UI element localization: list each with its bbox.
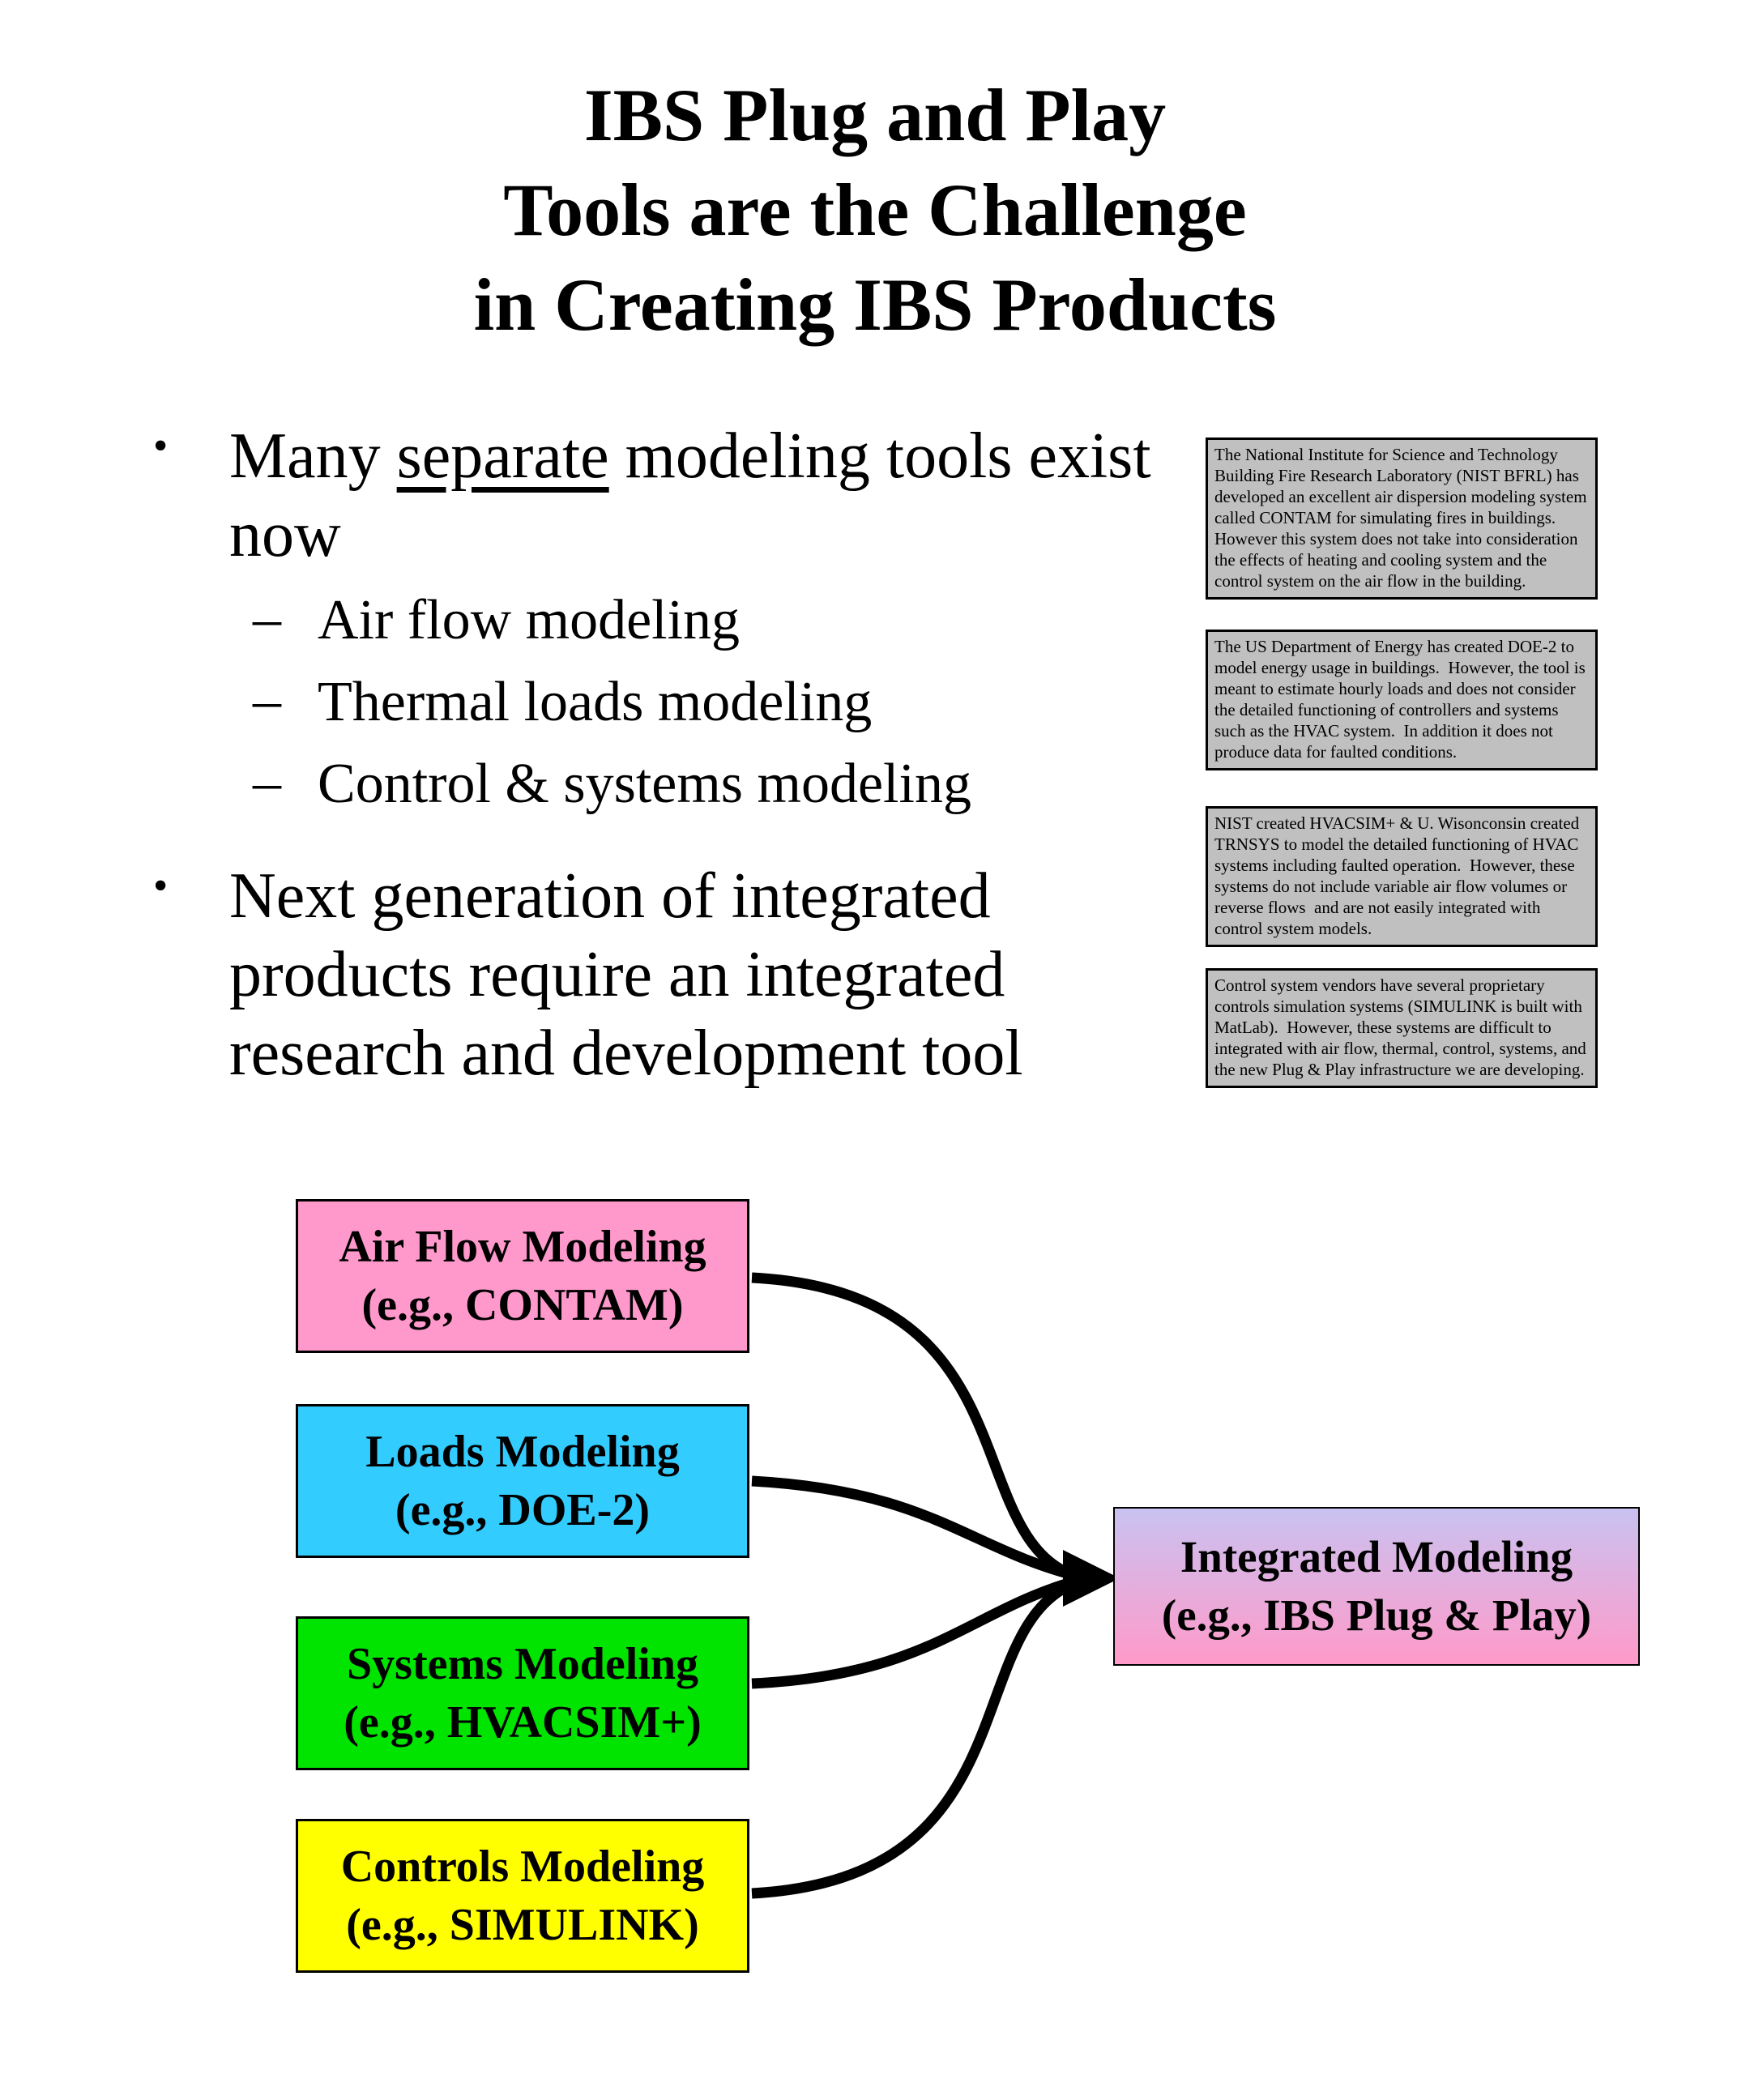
diagram-box-air-flow-line-2: (e.g., CONTAM) [361,1280,684,1330]
slide-title [0,68,1750,352]
bullet-text-post: modeling tools exist [608,420,1151,492]
bullet-icon: • [153,423,169,469]
diagram-box-controls-modeling [296,1819,749,1973]
bullet-many-tools [150,417,1203,574]
diagram-box-loads-modeling [296,1404,749,1558]
diagram-box-controls-line-2: (e.g., SIMULINK) [346,1900,699,1950]
slide-title-line-3: in Creating IBS Products [473,263,1277,346]
dash-icon: – [253,587,281,650]
bullet-next-generation-line-2: products require an integrated [229,939,1005,1010]
sub-bullet-control-systems-label: Control & systems modeling [318,753,971,815]
sub-bullet-thermal-loads-label: Thermal loads modeling [318,671,873,733]
connector-systems [752,1580,1079,1684]
sub-bullet-air-flow [253,587,1225,651]
connector-controls [752,1581,1079,1893]
bullet-text-underlined: separate [396,420,609,492]
dash-icon: – [253,751,281,813]
diagram-box-air-flow-modeling [296,1199,749,1353]
bullet-next-generation-line-3: research and development tool [229,1018,1023,1089]
bullet-text-pre: Many [229,420,397,492]
sub-bullet-air-flow-label: Air flow modeling [318,589,741,651]
bullet-next-generation-line-1: Next generation of integrated [229,860,991,932]
merge-arrowhead-icon [1063,1550,1120,1607]
diagram-box-controls-line-1: Controls Modeling [340,1842,705,1892]
note-simulink: Control system vendors have several proprietary controls simulation systems (SIMULINK is built with MatLab). However, these systems are difficult to integrated with air flow, thermal, control, systems, and the new Plug & Play infrastructure we are developing. [1206,968,1598,1088]
sub-bullet-control-systems [253,751,1225,815]
bullet-next-generation [150,857,1203,1093]
diagram-box-air-flow-line-1: Air Flow Modeling [339,1222,706,1272]
dash-icon: – [253,669,281,732]
connector-loads [752,1481,1079,1577]
note-hvacsim: NIST created HVACSIM+ & U. Wisonconsin created TRNSYS to model the detailed functioning of HVAC systems including faulted operation. However, these systems do not include variable air flow volumes or reverse flows and are not easily integrated with control system models. [1206,806,1598,947]
diagram-box-loads-line-1: Loads Modeling [365,1427,680,1477]
diagram-box-systems-line-1: Systems Modeling [347,1639,698,1689]
bullet-icon: • [153,863,169,909]
sub-bullet-thermal-loads [253,669,1225,733]
diagram-box-systems-line-2: (e.g., HVACSIM+) [344,1697,702,1748]
slide-title-line-2: Tools are the Challenge [503,169,1247,251]
bullet-many-tools-line-1 [229,417,1203,496]
slide-title-line-1: IBS Plug and Play [583,74,1167,156]
connector-airflow [752,1278,1079,1577]
bullet-many-tools-line-2: now [229,499,341,570]
diagram-box-systems-modeling [296,1616,749,1770]
diagram-box-loads-line-2: (e.g., DOE-2) [395,1485,651,1535]
note-contam: The National Institute for Science and Technology Building Fire Research Laboratory (NIST BFRL) has developed an excellent air dispersion modeling system called CONTAM for simulating fires in buildings. However this system does not take into consideration the effects of heating and cooling system and the control system on the air flow in the building. [1206,438,1598,600]
note-doe2: The US Department of Energy has created DOE-2 to model energy usage in buildings. However, the tool is meant to estimate hourly loads and does not consider the detailed functioning of controllers and systems such as the HVAC system. In addition it does not produce data for faulted conditions. [1206,630,1598,770]
diagram-box-integrated-line-2: (e.g., IBS Plug & Play) [1161,1590,1592,1640]
diagram-box-integrated-modeling [1113,1507,1640,1666]
diagram-box-integrated-line-1: Integrated Modeling [1180,1532,1573,1581]
sub-bullet-list [253,587,1225,837]
